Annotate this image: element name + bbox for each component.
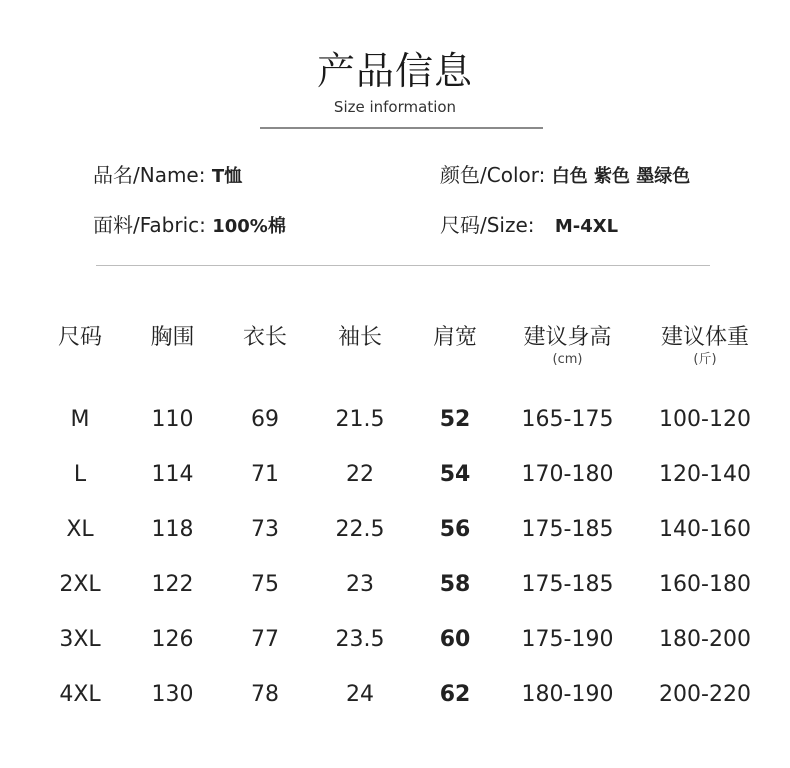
cell-height: 175-185: [521, 516, 614, 542]
cell-shoulder: 56: [439, 516, 471, 542]
cell-size: 3XL: [59, 626, 101, 652]
size-value: M-4XL: [554, 216, 619, 237]
cell-size: 2XL: [59, 571, 101, 597]
name-value: T恤: [211, 166, 243, 187]
table-row: [35, 667, 775, 722]
cell-weight: 200-220: [659, 681, 751, 707]
cell-height: 175-185: [521, 571, 614, 597]
cell-chest: 114: [151, 461, 194, 487]
cell-chest: 118: [151, 516, 194, 542]
cell-weight: 140-160: [659, 516, 751, 542]
cell-shoulder: 60: [439, 626, 471, 652]
info-divider: [96, 265, 710, 266]
info-name: [93, 162, 242, 190]
cell-chest: 110: [151, 406, 194, 432]
color-label: 颜色/Color:: [440, 163, 546, 187]
cell-sleeve: 22: [346, 461, 374, 487]
info-color: [440, 162, 690, 190]
info-size: [440, 212, 618, 240]
page-title: 产品信息: [316, 49, 473, 93]
title-divider: [260, 127, 543, 129]
cell-sleeve: 22.5: [335, 516, 385, 542]
cell-height: 165-175: [521, 406, 614, 432]
fabric-label: 面料/Fabric:: [93, 213, 206, 237]
cell-shoulder: 58: [439, 571, 471, 597]
header-weight: 建议体重 (斤): [660, 325, 749, 367]
cell-chest: 130: [151, 681, 194, 707]
page-subtitle: Size information: [333, 98, 457, 116]
cell-sleeve: 21.5: [335, 406, 385, 432]
cell-size: L: [73, 461, 87, 487]
cell-weight: 120-140: [659, 461, 751, 487]
header-size: 尺码: [57, 325, 102, 350]
cell-height: 180-190: [521, 681, 614, 707]
cell-shoulder: 54: [439, 461, 471, 487]
size-label: 尺码/Size:: [440, 213, 535, 237]
name-label: 品名/Name:: [93, 163, 206, 187]
size-table: [35, 318, 775, 722]
cell-sleeve: 23.5: [335, 626, 385, 652]
header-sleeve: 袖长: [337, 325, 382, 350]
cell-weight: 160-180: [659, 571, 751, 597]
cell-length: 77: [251, 626, 279, 652]
cell-weight: 100-120: [659, 406, 751, 432]
info-fabric: [93, 212, 286, 240]
header-length: 衣长: [242, 325, 287, 350]
cell-shoulder: 62: [439, 681, 471, 707]
cell-chest: 122: [151, 571, 194, 597]
cell-length: 69: [251, 406, 279, 432]
cell-height: 175-190: [521, 626, 614, 652]
cell-shoulder: 52: [439, 406, 471, 432]
cell-size: 4XL: [59, 681, 101, 707]
header-shoulder: 肩宽: [432, 325, 477, 350]
table-row: [35, 392, 775, 447]
table-row: [35, 502, 775, 557]
cell-weight: 180-200: [659, 626, 751, 652]
fabric-value: 100%棉: [212, 216, 286, 237]
color-value: 白色 紫色 墨绿色: [551, 166, 691, 187]
cell-length: 75: [251, 571, 279, 597]
cell-length: 71: [251, 461, 279, 487]
header-chest: 胸围: [150, 325, 195, 350]
table-row: [35, 557, 775, 612]
cell-length: 73: [251, 516, 279, 542]
table-row: [35, 447, 775, 502]
cell-sleeve: 24: [346, 681, 374, 707]
cell-size: XL: [66, 516, 94, 542]
table-header-row: [35, 318, 775, 392]
cell-sleeve: 23: [346, 571, 374, 597]
cell-chest: 126: [151, 626, 194, 652]
table-row: [35, 612, 775, 667]
header-height: 建议身高 (cm): [523, 325, 612, 367]
cell-length: 78: [251, 681, 279, 707]
cell-height: 170-180: [521, 461, 614, 487]
cell-size: M: [70, 406, 90, 432]
